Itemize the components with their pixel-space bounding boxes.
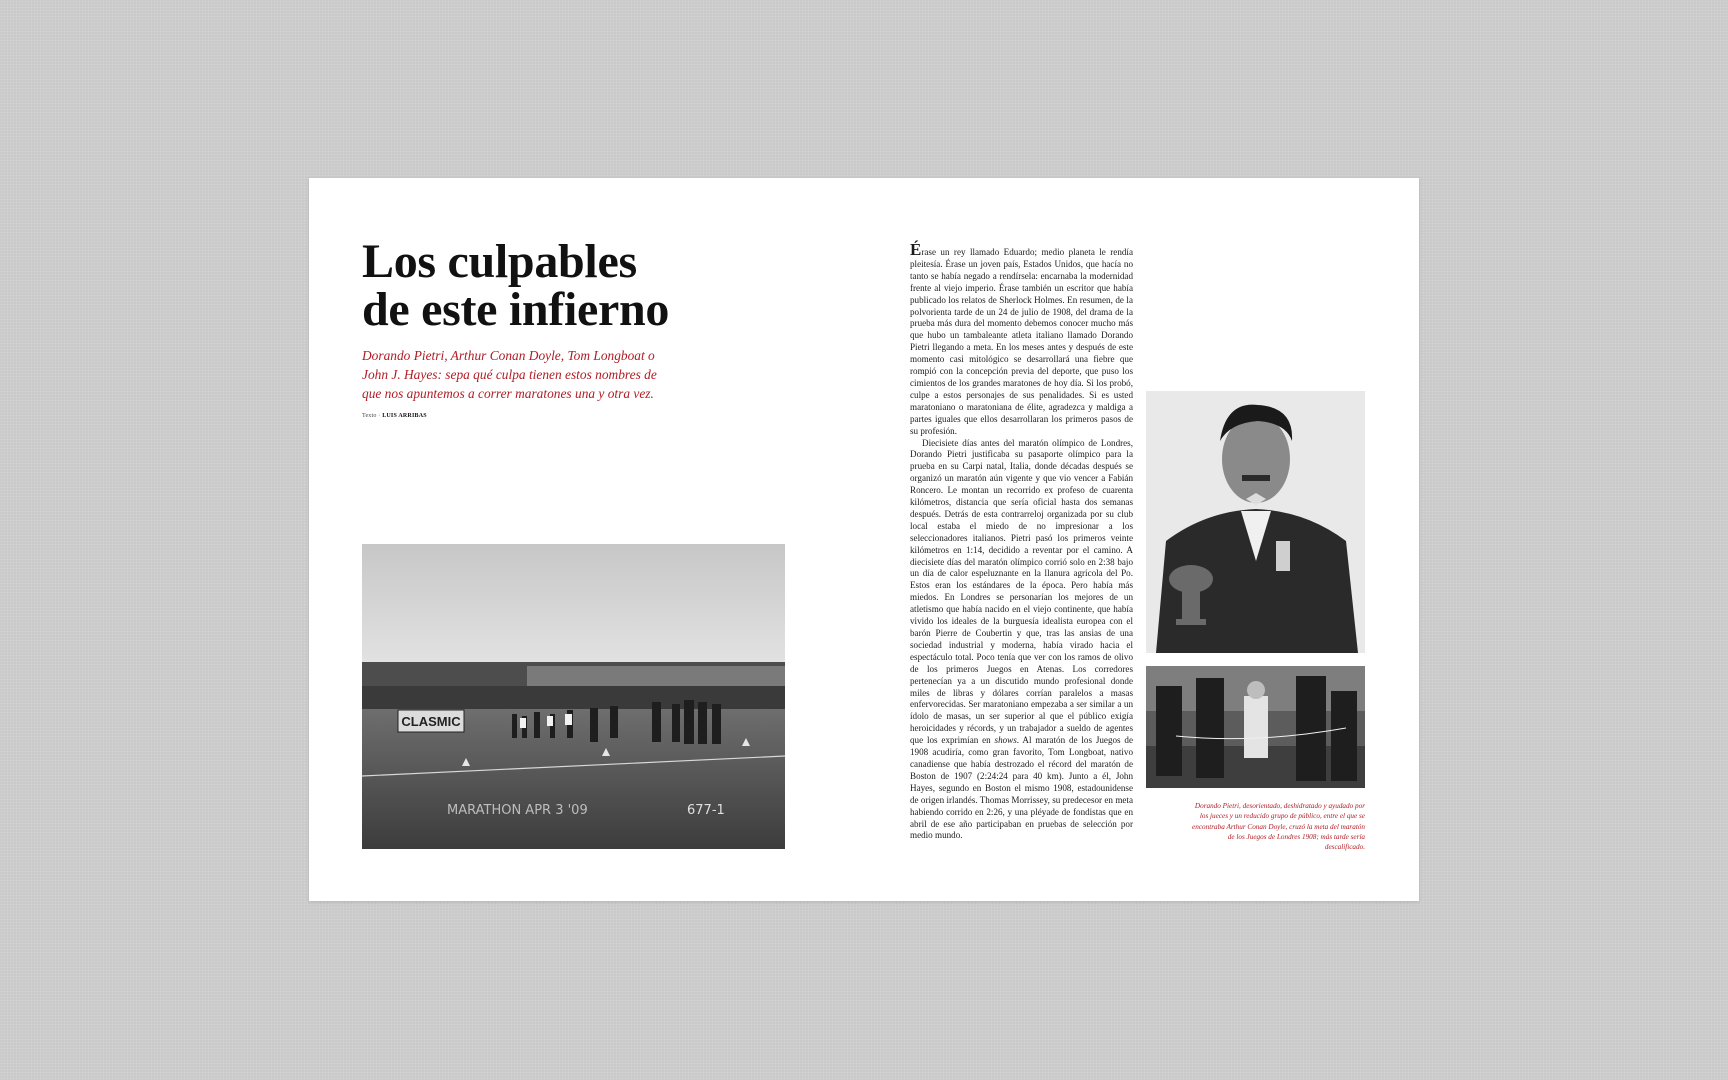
article-title-line-1: Los culpables [362, 235, 637, 288]
dorando-pietri-portrait-photo [1146, 391, 1365, 653]
byline-separator: · [378, 413, 381, 419]
portrait-illustration [1146, 391, 1365, 653]
article-subtitle: Dorando Pietri, Arthur Conan Doyle, Tom Longboat o John J. Hayes: sepa qué culpa tienen estos nombres de que nos apuntemos a correr maratones una y otra vez. [362, 348, 657, 401]
body-paragraph-2 [910, 438, 1133, 843]
finish-line-photo [1146, 666, 1365, 788]
finish-line-illustration [1146, 666, 1365, 788]
article-title-line-2: de este infierno [362, 283, 670, 336]
photo-caption: Dorando Pietri, desorientado, deshidratado y ayudado por los jueces y un reducido grupo de público, entre el que se encontraba Arthur Conan Doyle, cruzó la meta del maratón de los Juegos de Londres 1908; más tarde sería descalificado. [1192, 802, 1365, 851]
article-title [362, 235, 782, 336]
stadium-photo-illustration [362, 544, 785, 849]
stadium-handwritten-caption: MARATHON APR 3 '09 [447, 803, 588, 818]
body-paragraph-1 [910, 240, 1133, 438]
byline [362, 413, 427, 419]
article-body [910, 240, 1133, 842]
body-paragraph-2-text-a: Diecisiete días antes del maratón olímpico de Londres, Dorando Pietri justificaba su pasaporte olímpico para la prueba en su Carpi natal, Italia, donde décadas después se organizó un maratón aún vigente y que vio vencer a Fabián Roncero. Le montan un recorrido ex profeso de cuarenta kilómetros, distancia que sería oficial hasta dos semanas después. Detrás de esta contrarreloj organizada por su club local estaba el miedo de no impresionar a los seleccionadores italianos. Pietri pasó los primeros veinte kilómetros en 1:14, decidido a reventar por el camino. A diecisiete días del maratón olímpico corrió solo en 2:38 bajo un día de calor espeluznante en la llanura agrícola del Po. Estos eran los estándares de la época. Pero había más miedos. En Londres se personarían los mejores de un atletismo que había nacido en el viejo continente, que había vivido los ideales de la burguesía idealista europea con el barón Pierre de Coubertin y que, tras las ansias de una sociedad industrial y moderna, había virado hacia el espectáculo total. Poco tenía que ver con los ramos de olivo de los primeros Juegos en Atenas. Los corredores pertenecían ya a un discutido mundo profesional donde miles de libras y dólares corrían paralelos a masas enfervorecidas. Ser maratoniano empezaba a ser similar a un ídolo de masas, un ser superior al que el público exigía heroicidades y récords, y un trabajador a sueldo de agentes que los exprimían en [910, 437, 1133, 746]
byline-label: Texto [362, 413, 377, 419]
byline-author: LUIS ARRIBAS [382, 413, 427, 419]
stadium-photo-number: 677-1 [687, 803, 725, 818]
body-paragraph-2-text-b: . Al maratón de los Juegos de 1908 acudiría, como gran favorito, Tom Longboat, nativo canadiense que había destrozado el récord del maratón de Boston de 1907 (2:24:24 para 40 km). Junto a él, John Hayes, segundo en Boston el mismo 1908, estadounidense de origen irlandés. Thomas Morrissey, su predecesor en meta habiendo corrido en 2:26, y una pléyade de fondistas que en abril de ese año participaban en pruebas de selección por medio mundo. [910, 735, 1133, 841]
body-paragraph-2-emphasis: shows [994, 735, 1017, 746]
stadium-banner-text: CLASMIC [401, 714, 461, 729]
body-paragraph-1-text: rase un rey llamado Eduardo; medio planeta le rendía pleitesía. Érase un joven país, Estados Unidos, que hacía no tanto se había negado a rendírsela: encarnaba la modernidad frente al viejo imperio. Érase también un escritor que había publicado los relatos de Sherlock Holmes. En resumen, de la polvorienta tarde de un 24 de julio de 1908, del drama de la prueba más dura del momento debemos conocer mucho más que hubo un tambaleante atleta italiano llamado Dorando Pietri llegando a meta. En los meses antes y después de este momento casi mitológico se desarrollará una fiebre que rompió con la concepción previa del deporte, que puso los cimientos de los grandes maratones de hoy día. Si los probó, culpe a estos personajes de sus penalidades. Si es usted maratoniano o maratoniana de élite, agradezca y maldiga a partes iguales que ellos desarrollaran los primeros pasos de su profesión. [910, 247, 1133, 436]
drop-cap: É [910, 240, 922, 259]
stadium-marathon-photo [362, 544, 785, 849]
magazine-spread [309, 178, 1419, 901]
